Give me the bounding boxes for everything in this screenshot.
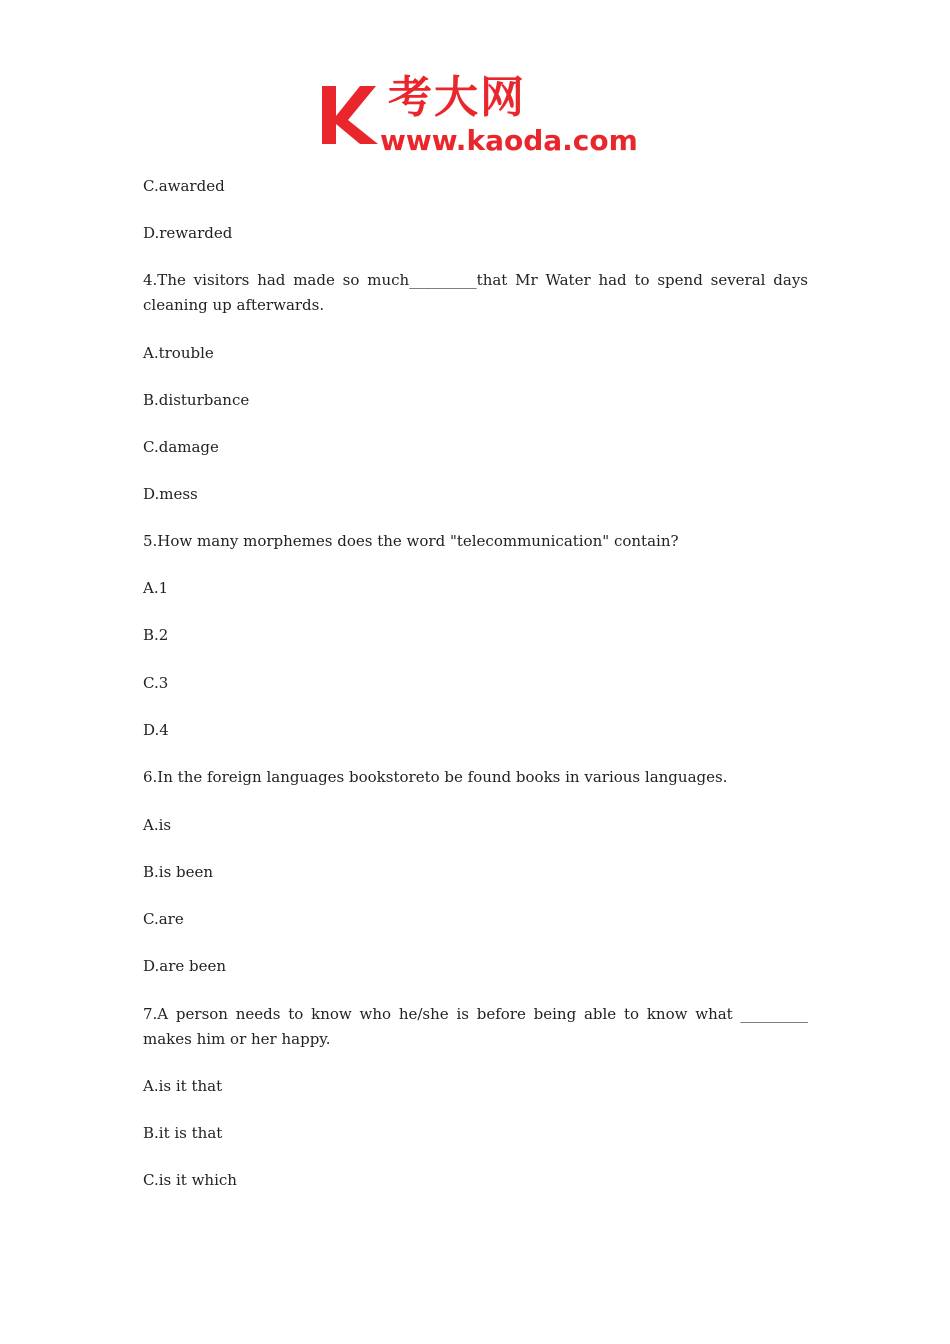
q6-option-c: C.are: [143, 910, 184, 928]
q4-question: 4.The visitors had made so much_________that Mr Water had to spend several days cleaning up afterwards.: [143, 271, 813, 314]
logo-chinese-text: 考大网: [388, 72, 526, 123]
q5-option-d: D.4: [143, 721, 169, 739]
q6-option-d: D.are been: [143, 957, 227, 975]
q4-option-a: A.trouble: [143, 344, 214, 362]
logo-url-text: www.kaoda.com: [380, 124, 638, 157]
q6-question: 6.In the foreign languages bookstoreto be found books in various languages.: [143, 768, 728, 786]
q6-option-a: A.is: [143, 816, 172, 834]
q3-option-c: C.awarded: [143, 177, 225, 195]
q3-option-d: D.rewarded: [143, 224, 233, 242]
logo-k-mark: [320, 82, 380, 148]
q6-option-b: B.is been: [143, 863, 214, 881]
q7-option-a: A.is it that: [143, 1077, 223, 1095]
q4-option-d: D.mess: [143, 485, 198, 503]
q5-option-c: C.3: [143, 674, 169, 692]
q5-question: 5.How many morphemes does the word "telecommunication" contain?: [143, 532, 679, 550]
q5-option-b: B.2: [143, 626, 169, 644]
q7-option-b: B.it is that: [143, 1124, 223, 1142]
q7-question: 7.A person needs to know who he/she is before being able to know what _________ makes him or her happy.: [143, 1005, 813, 1048]
q4-option-b: B.disturbance: [143, 391, 250, 409]
kaoda-logo: [320, 72, 640, 162]
q4-option-c: C.damage: [143, 438, 219, 456]
q5-option-a: A.1: [143, 579, 169, 597]
q7-option-c: C.is it which: [143, 1171, 237, 1189]
